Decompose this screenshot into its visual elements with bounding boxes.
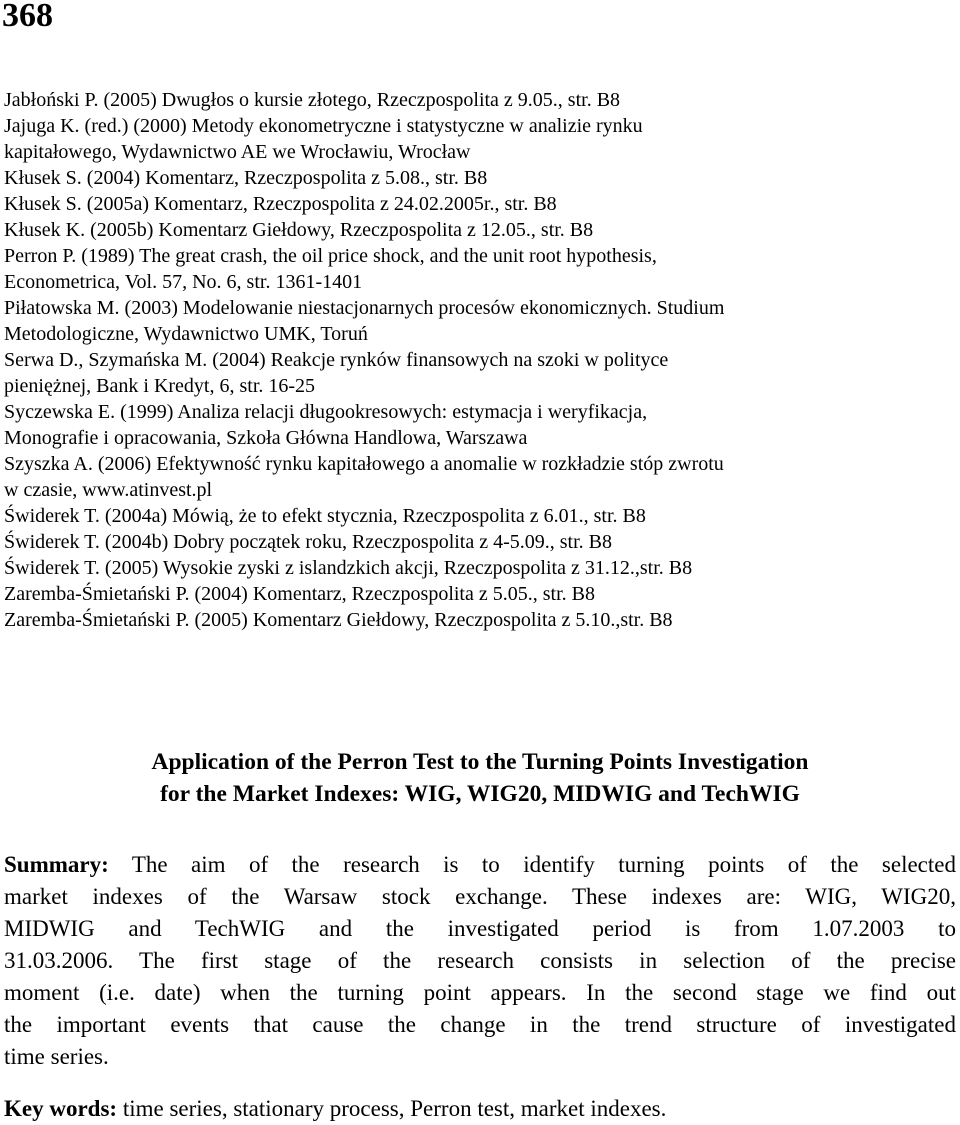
reference-line: w czasie, www.atinvest.pl [4,479,213,501]
keywords-label: Key words: [4,1096,118,1121]
paper-title-line-1: Application of the Perron Test to the Turning Points Investigation [151,749,809,775]
reference-line: Syczewska E. (1999) Analiza relacji długookresowych: estymacja i weryfikacja, [4,401,648,423]
keywords-line [4,1093,956,1125]
summary-line: the important events that cause the change in the trend structure of investigated [4,1012,956,1037]
reference-line: Kłusek S. (2005a) Komentarz, Rzeczpospolita z 24.02.2005r., str. B8 [4,193,557,215]
references-list [4,87,954,633]
summary-line: MIDWIG and TechWIG and the investigated period is from 1.07.2003 to [4,916,956,941]
reference-line: Zaremba-Śmietański P. (2005) Komentarz Giełdowy, Rzeczpospolita z 5.10.,str. B8 [4,609,673,631]
summary-line [4,849,956,881]
summary-line: time series. [4,1044,109,1069]
keywords-text: time series, stationary process, Perron test, market indexes. [122,1096,667,1121]
reference-line: Świderek T. (2005) Wysokie zyski z islandzkich akcji, Rzeczpospolita z 31.12.,str. B8 [4,557,693,579]
reference-line: Econometrica, Vol. 57, No. 6, str. 1361-1401 [4,271,363,293]
reference-line: Kłusek K. (2005b) Komentarz Giełdowy, Rzeczpospolita z 12.05., str. B8 [4,219,594,241]
reference-line: Monografie i opracowania, Szkoła Główna Handlowa, Warszawa [4,427,528,449]
reference-line: Szyszka A. (2006) Efektywność rynku kapitałowego a anomalie w rozkładzie stóp zwrotu [4,453,724,475]
reference-line: Serwa D., Szymańska M. (2004) Reakcje rynków finansowych na szoki w polityce [4,349,669,371]
reference-line: pieniężnej, Bank i Kredyt, 6, str. 16-25 [4,375,316,397]
reference-line: Jabłoński P. (2005) Dwugłos o kursie złotego, Rzeczpospolita z 9.05., str. B8 [4,89,621,111]
reference-line: Jajuga K. (red.) (2000) Metody ekonometryczne i statystyczne w analizie rynku [4,115,643,137]
reference-line: Zaremba-Śmietański P. (2004) Komentarz, Rzeczpospolita z 5.05., str. B8 [4,583,595,605]
paper-title-line-2: for the Market Indexes: WIG, WIG20, MIDWIG and TechWIG [160,781,800,807]
summary-label: Summary: [4,852,109,877]
reference-line: kapitałowego, Wydawnictwo AE we Wrocławiu, Wrocław [4,141,471,163]
paper-title [0,746,960,810]
summary-line: market indexes of the Warsaw stock exchange. These indexes are: WIG, WIG20, [4,884,956,909]
reference-line: Świderek T. (2004a) Mówią, że to efekt stycznia, Rzeczpospolita z 6.01., str. B8 [4,505,646,527]
summary-text: The aim of the research is to identify turning points of the selected [131,852,956,877]
page-number: 368 [2,0,53,34]
reference-line: Kłusek S. (2004) Komentarz, Rzeczpospolita z 5.08., str. B8 [4,167,488,189]
summary-paragraph [4,849,956,1073]
reference-line: Świderek T. (2004b) Dobry początek roku, Rzeczpospolita z 4-5.09., str. B8 [4,531,613,553]
reference-line: Perron P. (1989) The great crash, the oil price shock, and the unit root hypothesis, [4,245,657,267]
reference-line: Piłatowska M. (2003) Modelowanie niestacjonarnych procesów ekonomicznych. Studium [4,297,725,319]
summary-line: 31.03.2006. The first stage of the research consists in selection of the precise [4,948,956,973]
summary-line: moment (i.e. date) when the turning point appears. In the second stage we find out [4,980,956,1005]
reference-line: Metodologiczne, Wydawnictwo UMK, Toruń [4,323,368,345]
